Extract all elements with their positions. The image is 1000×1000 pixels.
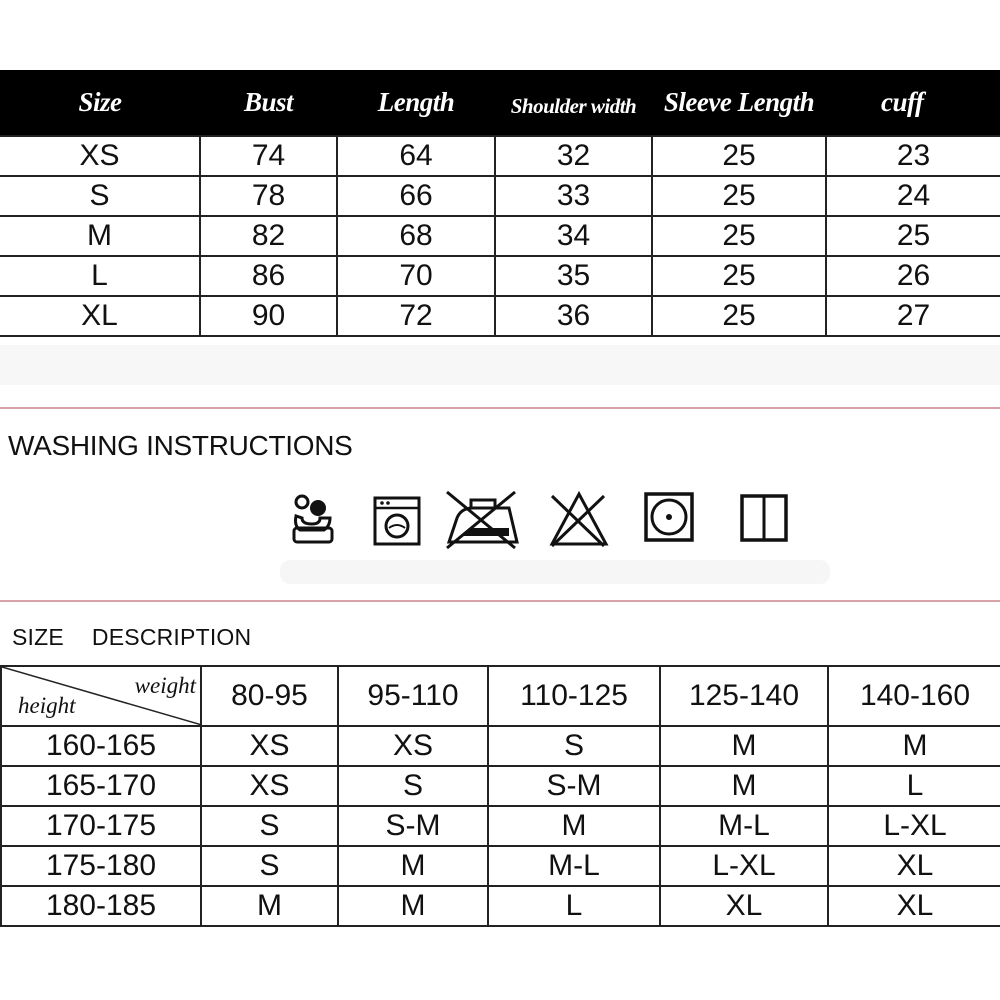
cell-sleeve: 25 [652, 216, 826, 256]
cell-cuff: 27 [826, 296, 1000, 336]
size-cell: L [488, 886, 660, 926]
size-cell: XS [201, 766, 338, 806]
cell-sleeve: 25 [652, 176, 826, 216]
weight-range: 140-160 [828, 666, 1000, 726]
cell-length: 70 [337, 256, 495, 296]
height-weight-corner [1, 666, 201, 726]
divider-top [0, 407, 1000, 409]
size-cell: XL [660, 886, 828, 926]
size-cell: M-L [488, 846, 660, 886]
size-cell: S [338, 766, 488, 806]
height-axis-label: height [18, 693, 76, 718]
table-row [0, 216, 1000, 256]
size-measurement-table [0, 70, 1000, 337]
machine-wash-icon [372, 488, 422, 548]
cell-sleeve: 25 [652, 296, 826, 336]
height-range: 160-165 [1, 726, 201, 766]
table-row [0, 176, 1000, 216]
table-row [1, 806, 1000, 846]
size-cell: L-XL [660, 846, 828, 886]
size-cell: S-M [488, 766, 660, 806]
height-range: 170-175 [1, 806, 201, 846]
cell-length: 66 [337, 176, 495, 216]
size-table-header [0, 70, 1000, 136]
divider-bottom [0, 600, 1000, 602]
size-cell: S [201, 806, 338, 846]
cell-size: XS [0, 136, 200, 176]
cell-size: XL [0, 296, 200, 336]
hand-wash-icon [288, 488, 338, 548]
cell-length: 64 [337, 136, 495, 176]
cell-bust: 78 [200, 176, 337, 216]
size-cell: M [828, 726, 1000, 766]
cell-size: S [0, 176, 200, 216]
size-cell: L [828, 766, 1000, 806]
weight-range: 95-110 [338, 666, 488, 726]
cell-length: 68 [337, 216, 495, 256]
cell-bust: 82 [200, 216, 337, 256]
weight-range: 110-125 [488, 666, 660, 726]
height-range: 180-185 [1, 886, 201, 926]
height-range: 165-170 [1, 766, 201, 806]
cell-length: 72 [337, 296, 495, 336]
background-band [0, 345, 1000, 385]
table-row [1, 726, 1000, 766]
cell-bust: 90 [200, 296, 337, 336]
size-cell: L-XL [828, 806, 1000, 846]
dry-flat-icon [738, 488, 792, 548]
header-size: Size [0, 70, 200, 136]
size-cell: M [201, 886, 338, 926]
size-cell: M [488, 806, 660, 846]
table-row [1, 846, 1000, 886]
background-band [280, 560, 830, 584]
table-row [0, 136, 1000, 176]
weight-axis-label: weight [134, 673, 196, 698]
weight-range: 80-95 [201, 666, 338, 726]
weight-header-row [1, 666, 1000, 726]
cell-size: L [0, 256, 200, 296]
size-cell: S [488, 726, 660, 766]
size-cell: XS [201, 726, 338, 766]
size-cell: XS [338, 726, 488, 766]
table-row [1, 766, 1000, 806]
tumble-dry-icon [642, 488, 696, 548]
cell-sleeve: 25 [652, 256, 826, 296]
cell-shoulder: 32 [495, 136, 652, 176]
cell-cuff: 23 [826, 136, 1000, 176]
table-row [0, 296, 1000, 336]
header-bust: Bust [200, 70, 337, 136]
do-not-iron-icon [443, 488, 523, 554]
cell-cuff: 24 [826, 176, 1000, 216]
cell-size: M [0, 216, 200, 256]
size-cell: S-M [338, 806, 488, 846]
header-cuff: cuff [826, 70, 1000, 136]
cell-shoulder: 35 [495, 256, 652, 296]
size-cell: M-L [660, 806, 828, 846]
size-label: SIZE [12, 624, 64, 650]
size-description-heading [12, 624, 251, 651]
cell-shoulder: 34 [495, 216, 652, 256]
header-length: Length [337, 70, 495, 136]
table-row [1, 886, 1000, 926]
cell-bust: 86 [200, 256, 337, 296]
cell-cuff: 26 [826, 256, 1000, 296]
size-recommendation-table [0, 665, 1000, 927]
size-cell: XL [828, 886, 1000, 926]
header-sleeve-length: Sleeve Length [652, 70, 826, 136]
cell-shoulder: 36 [495, 296, 652, 336]
header-shoulder-width: Shoulder width [495, 70, 652, 136]
size-cell: S [201, 846, 338, 886]
cell-cuff: 25 [826, 216, 1000, 256]
cell-sleeve: 25 [652, 136, 826, 176]
cell-shoulder: 33 [495, 176, 652, 216]
description-label: DESCRIPTION [91, 624, 252, 650]
weight-range: 125-140 [660, 666, 828, 726]
washing-instructions-title: WASHING INSTRUCTIONS [8, 430, 353, 461]
size-cell: M [338, 886, 488, 926]
cell-bust: 74 [200, 136, 337, 176]
table-row [0, 256, 1000, 296]
size-cell: M [660, 766, 828, 806]
size-cell: XL [828, 846, 1000, 886]
size-cell: M [660, 726, 828, 766]
washing-icons [280, 488, 800, 554]
height-range: 175-180 [1, 846, 201, 886]
size-cell: M [338, 846, 488, 886]
do-not-bleach-icon [548, 488, 610, 550]
